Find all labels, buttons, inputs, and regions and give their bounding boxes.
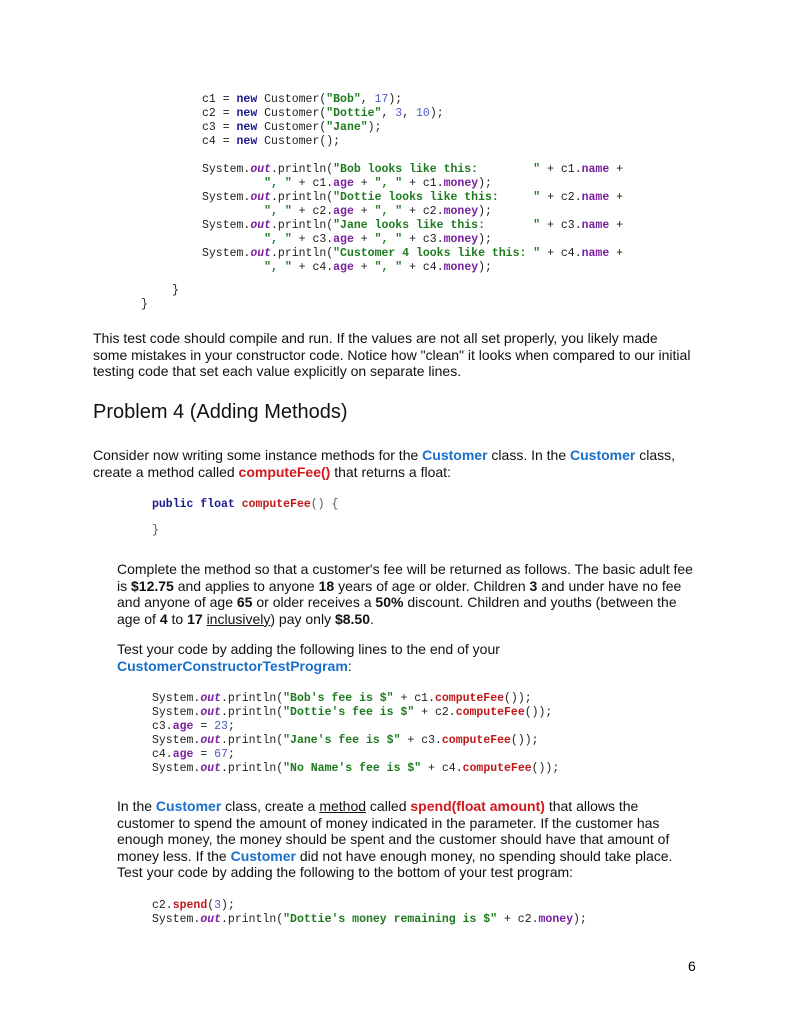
code-line xyxy=(152,511,338,524)
paragraph-compute-fee-intro: Consider now writing some instance methods for the Customer class. In the Customer class, create a method called computeFee() that returns a float: xyxy=(93,447,676,480)
code-line: c4.age = 67; xyxy=(152,748,235,761)
code-line: ", " + c2.age + ", " + c2.money); xyxy=(264,205,492,218)
code-block-method-signature xyxy=(152,498,338,537)
code-line: ", " + c1.age + ", " + c1.money); xyxy=(264,177,492,190)
page-number: 6 xyxy=(688,958,696,974)
code-line xyxy=(202,149,623,163)
class-name-customer: Customer xyxy=(570,447,636,463)
method-name-compute-fee: computeFee() xyxy=(238,463,331,480)
code-block-fee-tests xyxy=(152,692,559,776)
code-line: c4 = new Customer(); xyxy=(202,135,341,148)
code-line: System.out.println("Dottie's money remaining is $" + c2.money); xyxy=(152,913,587,926)
paragraph-spend-method: In the Customer class, create a method called spend(float amount) that allows the customer to spend the amount of money indicated in the parameter. If the customer has enough money, the money should be spent and the customer should have that amount of money less. If the Customer did not have enough money, no spending should take place. Test your code by adding the following to the bottom of your test program: xyxy=(117,798,673,880)
code-line: public float computeFee() { xyxy=(152,498,339,511)
paragraph-test-instructions: Test your code by adding the following lines to the end of your CustomerConstructorTestProgram: xyxy=(117,641,500,674)
code-block-constructors xyxy=(202,93,623,275)
paragraph-fee-rules: Complete the method so that a customer's fee will be returned as follows. The basic adult fee is $12.75 and applies to anyone 18 years of age or older. Children 3 and under have no fee and anyone of age 65 or older receives a 50% discount. Children and youths (between the age of 4 to 17 inclusively) pay only $8.50. xyxy=(117,561,693,627)
code-line: System.out.println("Jane's fee is $" + c3.computeFee()); xyxy=(152,734,539,747)
method-name-spend: spend(float amount) xyxy=(410,798,545,814)
code-line: c3 = new Customer("Jane"); xyxy=(202,121,382,134)
code-line: c1 = new Customer("Bob", 17); xyxy=(202,93,403,106)
code-line: System.out.println("No Name's fee is $" + c4.computeFee()); xyxy=(152,762,560,775)
code-line: System.out.println("Customer 4 looks like this: " + c4.name + xyxy=(202,247,624,260)
paragraph-test-explanation: This test code should compile and run. If the values are not all set properly, you likely made some mistakes in your constructor code. Notice how "clean" it looks when compared to our initial testing code that set each value explicitly on separate lines. xyxy=(93,330,691,379)
program-name: CustomerConstructorTestProgram xyxy=(117,657,348,674)
section-heading: Problem 4 (Adding Methods) xyxy=(93,401,348,423)
class-name-customer: Customer xyxy=(155,798,222,814)
code-line: System.out.println("Bob's fee is $" + c1.computeFee()); xyxy=(152,692,532,705)
code-line: System.out.println("Bob looks like this: " + c1.name + xyxy=(202,163,624,176)
code-line: System.out.println("Dottie looks like this: " + c2.name + xyxy=(202,191,624,204)
class-name-customer: Customer xyxy=(230,847,296,864)
code-line: System.out.println("Jane looks like this: " + c3.name + xyxy=(202,219,624,232)
class-name-customer: Customer xyxy=(422,447,488,463)
code-line: ", " + c4.age + ", " + c4.money); xyxy=(264,261,492,274)
code-line: c3.age = 23; xyxy=(152,720,235,733)
code-line: } xyxy=(152,524,159,537)
code-block-spend-test xyxy=(152,899,587,927)
closing-brace-inner: } xyxy=(172,284,179,297)
code-line: ", " + c3.age + ", " + c3.money); xyxy=(264,233,492,246)
closing-brace-outer: } xyxy=(141,298,148,311)
code-line: c2.spend(3); xyxy=(152,899,235,912)
code-line: c2 = new Customer("Dottie", 3, 10); xyxy=(202,107,444,120)
code-line: System.out.println("Dottie's fee is $" + c2.computeFee()); xyxy=(152,706,553,719)
